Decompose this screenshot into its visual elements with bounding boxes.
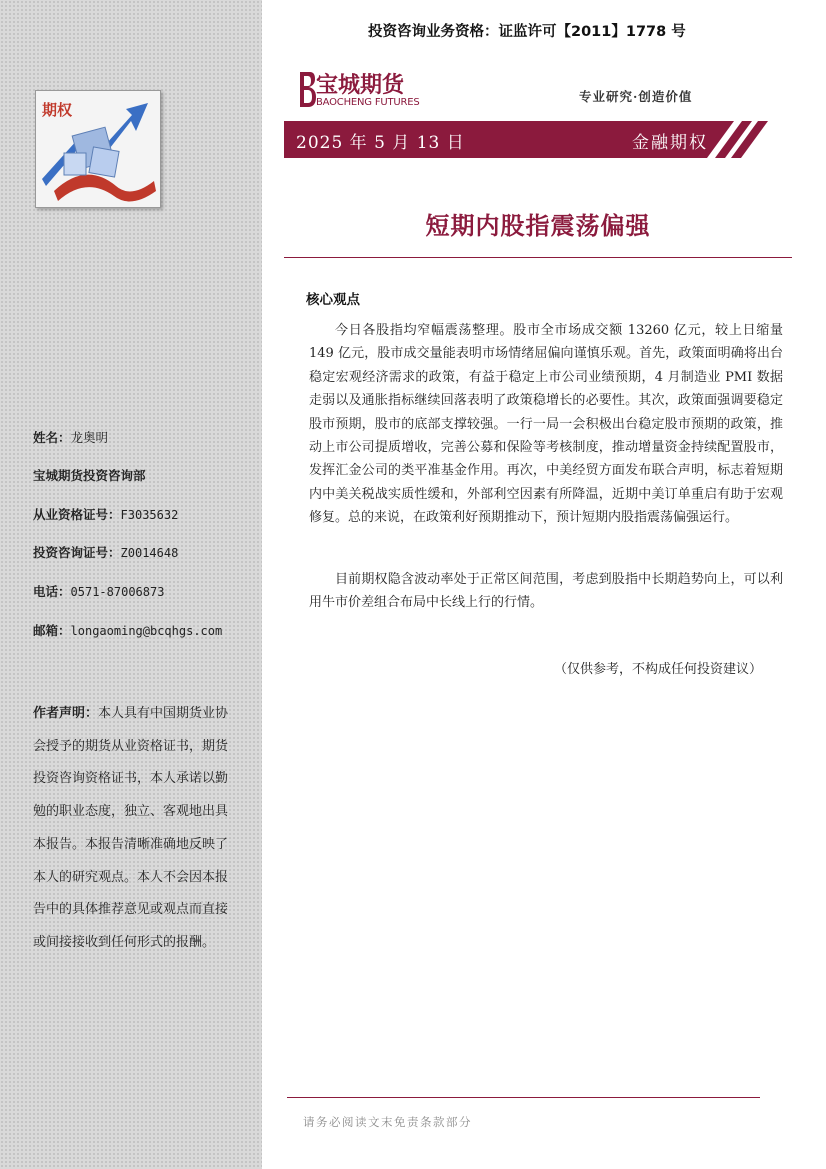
logo-chinese-text: 宝城期货 bbox=[316, 73, 405, 98]
phone-key: 电话： bbox=[33, 584, 71, 599]
email-key: 邮箱： bbox=[33, 623, 71, 638]
consult-key: 投资咨询证号： bbox=[33, 545, 121, 560]
date-banner bbox=[284, 121, 784, 158]
declaration-key: 作者声明： bbox=[33, 706, 99, 721]
footer-note: 请务必阅读文末免责条款部分 bbox=[303, 1115, 472, 1129]
license-statement: 投资咨询业务资格：证监许可【2011】1778 号 bbox=[368, 24, 686, 40]
author-declaration bbox=[33, 698, 233, 960]
company-logo bbox=[296, 70, 436, 112]
logo-mark-icon bbox=[296, 70, 316, 110]
license-row bbox=[33, 505, 258, 523]
declaration-text: 本人具有中国期货业协会授予的期货从业资格证书，期货投资咨询资格证书，本人承诺以勤勉的职业态度，独立、客观地出具本报告。本报告清晰准确地反映了本人的研究观点。本人不会因本报告中的具体推荐意见或观点而直接或间接接收到任何形式的报酬。 bbox=[33, 706, 229, 950]
company-slogan: 专业研究·创造价值 bbox=[579, 89, 693, 104]
author-org: 宝城期货投资咨询部 bbox=[33, 468, 146, 483]
license-number: F3035632 bbox=[120, 508, 179, 522]
logo-english-text: BAOCHENG FUTURES bbox=[316, 97, 420, 108]
section-heading: 核心观点 bbox=[306, 292, 360, 308]
license-key: 从业资格证号： bbox=[33, 507, 121, 522]
report-title: 短期内股指震荡偏强 bbox=[425, 212, 651, 240]
phone-row bbox=[33, 582, 258, 600]
author-name: 龙奥明 bbox=[70, 430, 109, 445]
paragraph-1: 今日各股指均窄幅震荡整理。股市全市场成交额 13260 亿元，较上日缩量 149 亿元，股市成交量能表明市场情绪屈偏向谨慎乐观。首先，政策面明确将出台稳定宏观经济需求的政策，有益于稳定上市公司业绩预期，4 月制造业 PMI 数据走弱以及通胀指标继续回落表明了政策稳增长的必要性。其次，政策面强调要稳定股市预期，股市的底部支撑较强。一行一局一会积极出台稳定股市预期的政策，推动上市公司提质增收，完善公募和保险等考核制度，推动增量资金持续配置股市，发挥汇金公司的类平准基金作用。再次，中美经贸方面发布联合声明，标志着短期内中美关税战实质性缓和，外部利空因素有所降温，近期中美订单重启有助于宏观修复。总的来说，在政策利好预期推动下，预计短期内股指震荡偏强运行。 bbox=[309, 323, 783, 526]
consult-row bbox=[33, 543, 258, 561]
investment-disclaimer: （仅供参考，不构成任何投资建议） bbox=[554, 662, 763, 677]
thumbnail-label: 期权 bbox=[42, 101, 73, 119]
footer-divider bbox=[287, 1097, 760, 1098]
consult-number: Z0014648 bbox=[120, 546, 179, 560]
paragraph-2: 目前期权隐含波动率处于正常区间范围，考虑到股指中长期趋势向上，可以利用牛市价差组合布局中长线上行的行情。 bbox=[309, 572, 783, 611]
options-thumbnail-image bbox=[35, 90, 161, 208]
report-date: 2025 年 5 月 13 日 bbox=[296, 133, 465, 153]
phone-number: 0571-87006873 bbox=[70, 585, 165, 599]
email-row bbox=[33, 621, 258, 639]
author-name-key: 姓名： bbox=[33, 430, 71, 445]
title-divider bbox=[284, 257, 792, 258]
email-link[interactable]: longaoming@bcqhgs.com bbox=[70, 624, 223, 638]
author-name-row bbox=[33, 428, 258, 446]
report-category: 金融期权 bbox=[632, 133, 708, 153]
